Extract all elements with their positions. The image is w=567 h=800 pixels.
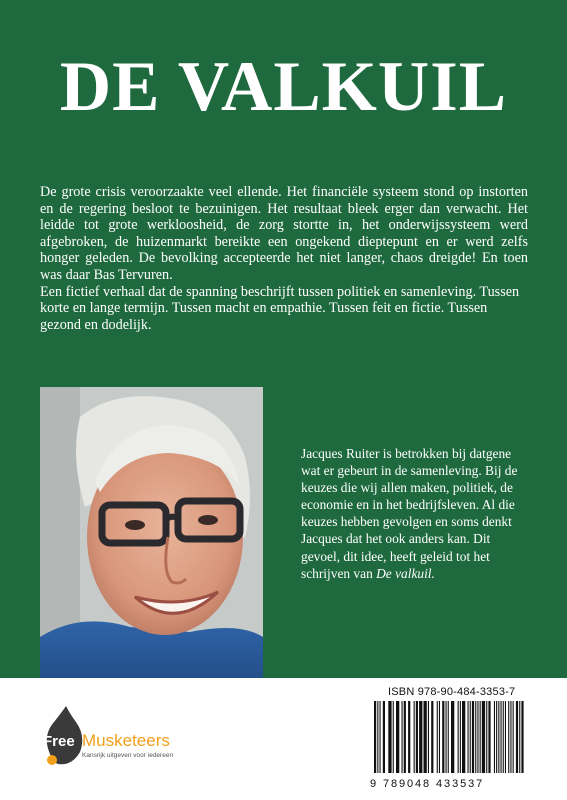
barcode-bar — [419, 701, 422, 773]
barcode-bar — [446, 701, 447, 773]
author-bio-book-title: De valkuil. — [376, 565, 435, 581]
barcode-bar — [437, 701, 438, 773]
barcode-bar — [442, 701, 444, 773]
book-blurb — [40, 184, 528, 333]
barcode-bar — [404, 701, 406, 773]
author-bio — [301, 445, 528, 582]
blurb-paragraph-2: Een fictief verhaal dat de spanning beschrijft tussen politiek en samenleving. Tussen korte en lange termijn. Tussen macht en empathie. Tussen feit en fictie. Tussen gezond en dodelijk. — [40, 283, 520, 333]
barcode-bar — [477, 701, 478, 773]
publisher-tagline: Kansrijk uitgeven voor iedereen — [82, 752, 174, 759]
barcode-bar — [468, 701, 469, 773]
barcode-bar — [377, 701, 378, 773]
book-title: DE VALKUIL — [59, 48, 508, 126]
barcode-bar — [439, 701, 440, 773]
barcode-bar — [393, 701, 394, 773]
publisher-logo-free: Free — [43, 733, 75, 750]
barcode-bar — [374, 701, 376, 773]
barcode-bar — [383, 701, 385, 773]
barcode-bar — [519, 701, 520, 773]
blurb-paragraph-1: De grote crisis veroorzaakte veel ellende. Het financiële systeem stond op instorten en de regering besloot te bezuinigen. Het resultaat bleek erger dan verwacht. Het leidde tot grote werkloosheid, de zorg stortte in, het onderwijssysteem werd afgebroken, de huizenmarkt bereikte een ongekend dieptepunt en er werd zelfs honger geleden. De bevolking accepteerde het niet langer, chaos dreigde! En toen was daar Bas Tervuren. — [40, 184, 528, 283]
barcode-bar — [472, 701, 474, 773]
barcode-bar — [380, 701, 381, 773]
isbn-label: ISBN 978-90-484-3353-7 — [388, 686, 516, 698]
barcode-bar — [482, 701, 485, 773]
barcode-bar — [428, 701, 429, 773]
barcode-bar — [505, 701, 506, 773]
barcode-bar — [448, 701, 449, 773]
barcode-bar — [460, 701, 461, 773]
barcode-digits: 9 789048 433537 — [370, 778, 485, 790]
barcode-bar — [470, 701, 471, 773]
barcode-bar — [416, 701, 418, 773]
barcode-bar — [462, 701, 465, 773]
barcode-bar — [513, 701, 514, 773]
author-portrait-image — [40, 387, 263, 678]
barcode-bar — [486, 701, 487, 773]
barcode-bar — [494, 701, 495, 773]
isbn-barcode — [372, 701, 527, 773]
barcode-bar — [521, 701, 523, 773]
barcode-bar — [498, 701, 499, 773]
barcode-bar — [388, 701, 391, 773]
barcode-bar — [510, 701, 511, 773]
barcode-bar — [508, 701, 509, 773]
barcode-bar — [408, 701, 410, 773]
barcode-bar — [503, 701, 504, 773]
barcode-bar — [480, 701, 481, 773]
barcode-bar — [431, 701, 433, 773]
author-bio-main: Jacques Ruiter is betrokken bij datgene wat er gebeurt in de samenleving. Bij de keuzes die wij allen maken, politiek, de economie en in het bedrijfsleven. Al die keuzes hebben gevolgen en soms denkt Jacques dat het ook anders kan. Dit gevoel, dit idee, heeft geleid tot het schrijven van — [301, 446, 518, 581]
barcode-bar — [402, 701, 403, 773]
barcode-bar — [516, 701, 518, 773]
barcode-bar — [501, 701, 502, 773]
barcode-bar — [488, 701, 490, 773]
barcode-bar — [475, 701, 476, 773]
barcode-bar — [424, 701, 427, 773]
barcode-bar — [451, 701, 454, 773]
barcode-bar — [414, 701, 415, 773]
publisher-logo-musketeers: Musketeers — [82, 731, 170, 750]
barcode-bar — [496, 701, 497, 773]
barcode-bar — [396, 701, 399, 773]
author-bio-text — [301, 445, 528, 582]
author-photo — [40, 387, 263, 678]
barcode-bar — [458, 701, 459, 773]
